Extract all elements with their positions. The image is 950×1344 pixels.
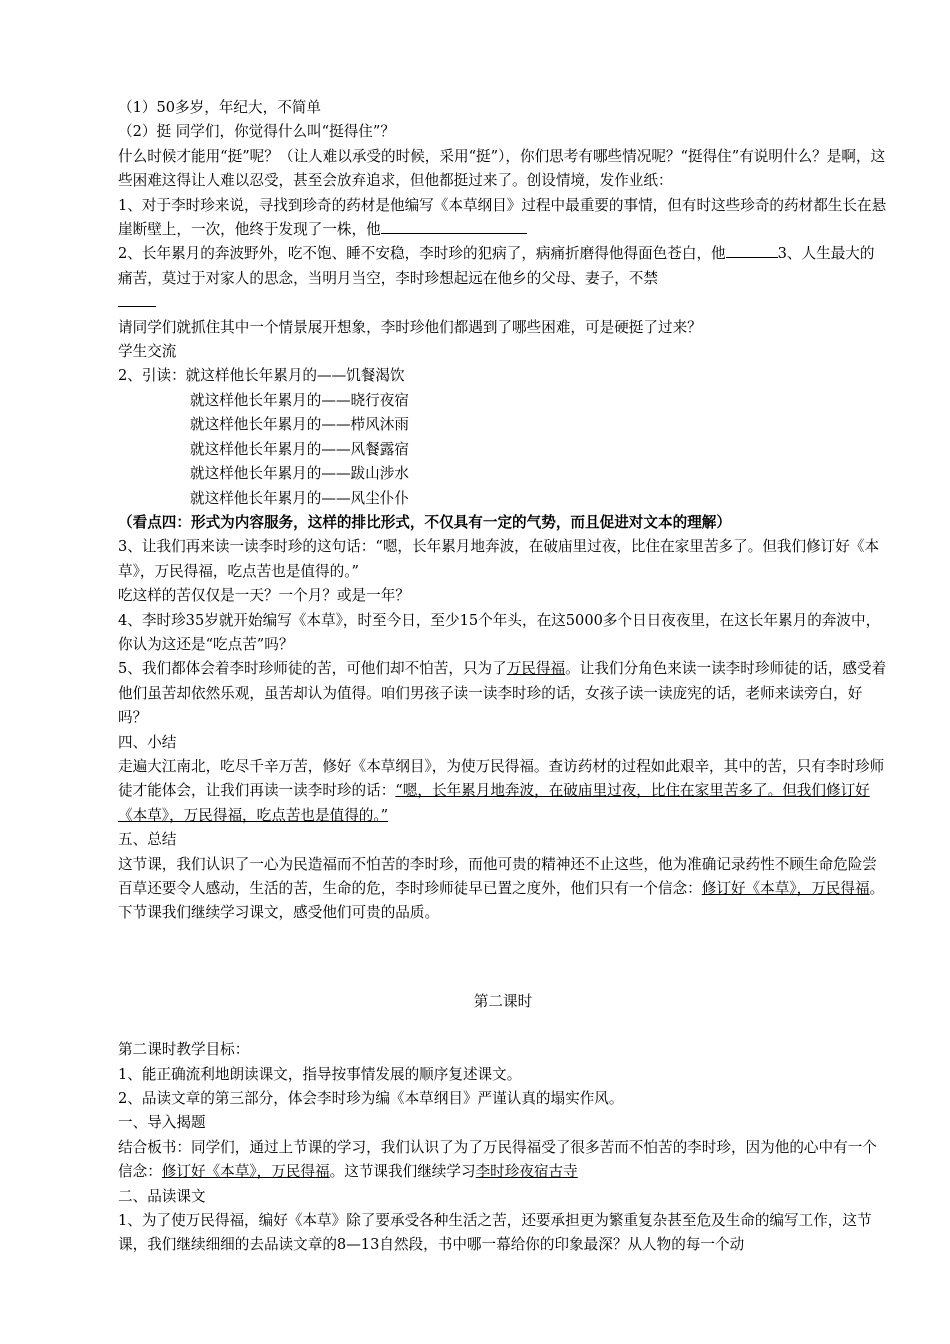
section-heading: 二、品读课文 [118,1187,206,1205]
underlined-text: “嗯，长年累月地奔波，在破庙里过夜，比住在家里苦多了。但我们修订好《本草》，万民得福，吃点苦也是值得的。” [118,782,870,824]
section-heading: 四、小结 [118,733,177,751]
paragraph [118,242,888,291]
paragraph: 就这样他长年累月的——栉风沐雨 [190,416,409,434]
paragraph [118,853,888,926]
paragraph: 1、为了使万民得福，编好《本草》除了要承受各种生活之苦，还要承担更为繁重复杂甚至危及生命的编写工作，这节课，我们继续细细的去品读文章的8—13自然段，书中哪一幕给你的印象最深？从人物的每一个动 [118,1212,872,1254]
paragraph: 4、李时珍35岁就开始编写《本草》，时至今日，至少15个年头，在这5000多个日日夜夜里，在这长年累月的奔波中，你认为这还是“吃点苦”吗？ [118,611,881,653]
paragraph [118,1136,888,1185]
text-run: 。这节课我们继续学习 [329,1163,476,1181]
paragraph: 3、让我们再来读一读李时珍的这句话：“嗯，长年累月地奔波，在破庙里过夜，比住在家里苦多了。但我们修订好《本草》，万民得福，吃点苦也是值得的。” [118,538,880,580]
section-heading: 一、导入揭题 [118,1114,206,1132]
text-run: 。让我们分角色来读一读李时珍师徒的话，感受着他们虽苦却依然乐观，虽苦却认为值得。咱们男孩子读一读李时珍的话，女孩子读一读庞宪的话，老师来读旁白，好吗？ [118,660,887,727]
paragraph: 什么时候才能用“挺”呢？（让人难以承受的时候，采用“挺”），你们思考有哪些情况呢？“挺得住”有说明什么？是啊，这些困难这得让人难以忍受，甚至会放弃追求，但他都挺过来了。创设情境，发作业纸： [118,147,886,190]
paragraph [118,194,888,243]
paragraph: 就这样他长年累月的——跋山涉水 [190,465,409,483]
paragraph: 吃这样的苦仅仅是一天？一个月？或是一年？ [118,587,410,605]
text-run: 这节课，我们认识了一心为民造福而不怕苦的李时珍，而他可贵的精神还不止这些，他为准确记录药性不顾生命危险尝百草还要令人感动，生活的苦，生命的危，李时珍师徒早已置之度外，他们只有一个信念： [118,855,877,897]
paragraph: 1、能正确流利地朗读课文，指导按事情发展的顺序复述课文。 [118,1065,522,1083]
paragraph: 请同学们就抓住其中一个情景展开想象，李时珍他们都遇到了哪些困难，可是硬挺了过来？ [118,318,702,336]
paragraph: 就这样他长年累月的——风尘仆仆 [190,489,409,507]
paragraph: 2、引读：就这样他长年累月的——饥餐渴饮 [118,367,405,385]
paragraph: 就这样他长年累月的——风餐露宿 [190,440,409,458]
text-run: 结合板书：同学们，通过上节课的学习，我们认识了为了万民得福受了很多苦而不怕苦的李时珍，因为他的心中有一个信念： [118,1138,877,1181]
text-run: 。下节课我们继续学习课文，感受他们可贵的品质。 [118,880,885,922]
text-run: 走遍大江南北，吃尽千辛万苦，修好《本草纲目》，为使万民得福。查访药材的过程如此艰辛，其中的苦，只有李时珍师徒才能体会，让我们再读一读李时珍的话： [118,757,885,800]
underlined-text: 李时珍夜宿古寺 [475,1163,578,1181]
text-run: 5、我们都体会着李时珍师徒的苦，可他们却不怕苦，只为了 [118,660,507,678]
lesson-title: 第二课时 [473,992,533,1010]
fill-in-blank [726,243,778,258]
paragraph: （2）挺 同学们，你觉得什么叫“挺得住”？ [118,123,395,141]
paragraph: 第二课时教学目标： [118,1041,250,1059]
paragraph [118,291,888,315]
fill-in-blank [118,292,156,307]
section-heading: 五、总结 [118,831,177,849]
underlined-text: 修订好《本草》，万民得福 [161,1163,330,1181]
underlined-text: 万民得福 [506,660,566,678]
spacer [118,926,888,990]
underlined-text: 修订好《本草》，万民得福 [701,880,870,897]
paragraph: 就这样他长年累月的——晓行夜宿 [190,391,409,409]
text-run: 2、长年累月的奔波野外，吃不饱、睡不安稳，李时珍的犯病了，病痛折磨得他得面色苍白，他 [118,245,726,263]
paragraph [118,755,888,828]
paragraph: 学生交流 [118,343,177,361]
paragraph [118,657,888,730]
spacer [118,1014,888,1038]
text-run: 1、对于李时珍来说，寻找到珍奇的药材是他编写《本草纲目》过程中最重要的事情，但有时这些珍奇的药材都生长在悬崖断壁上，一次，他终于发现了一株，他 [118,196,887,239]
document-page [118,96,888,1258]
paragraph: （1）50多岁，年纪大，不简单 [118,99,321,116]
paragraph: 2、品读文章的第三部分，体会李时珍为编《本草纲目》严谨认真的塌实作风。 [118,1090,624,1108]
text-run: 3、人生最大的痛苦，莫过于对家人的思念，当明月当空，李时珍想起远在他乡的父母、妻子，不禁 [118,245,875,287]
fill-in-blank [381,219,527,234]
highlight-note: （看点四：形式为内容服务，这样的排比形式，不仅具有一定的气势，而且促进对文本的理解） [118,513,731,531]
